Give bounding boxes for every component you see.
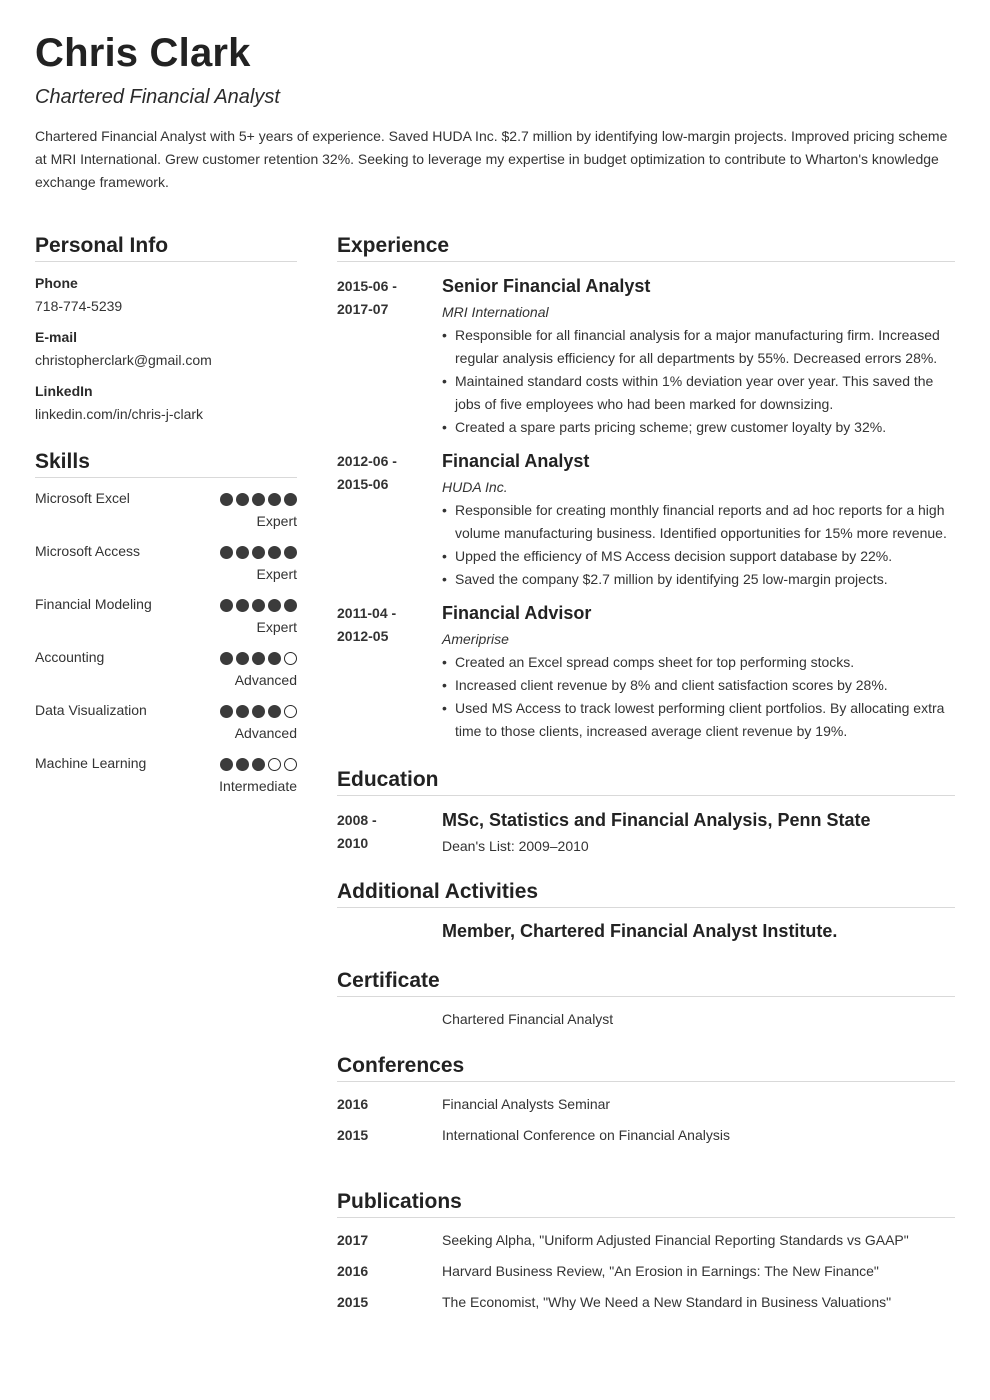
filled-dot-icon	[268, 599, 281, 612]
experience-entry	[337, 450, 955, 591]
experience-date-end: 2017-07	[337, 301, 389, 317]
conference-year: 2016	[337, 1096, 369, 1112]
filled-dot-icon	[236, 599, 249, 612]
skill-name: Data Visualization	[35, 702, 147, 718]
linkedin-value: linkedin.com/in/chris-j-clark	[35, 406, 204, 422]
responsibility-item: • Increased client revenue by 8% and client satisfaction scores by 28%.	[442, 674, 955, 697]
experience-date-start: 2012-06 -	[337, 453, 397, 469]
filled-dot-icon	[284, 599, 297, 612]
experience-date-end: 2015-06	[337, 476, 389, 492]
publication-text: The Economist, "Why We Need a New Standard in Business Valuations"	[442, 1294, 892, 1310]
skill-name: Machine Learning	[35, 755, 147, 771]
skill-level: Expert	[256, 513, 297, 529]
responsibility-item: • Responsible for all financial analysis for a major manufacturing firm. Increased regular analysis efficiency for all departments by 55%. Decreased errors 28%.	[442, 324, 955, 370]
empty-dot-icon	[284, 652, 297, 665]
company-name: Ameriprise	[442, 631, 509, 647]
responsibility-item: • Responsible for creating monthly financial reports and ad hoc reports for a high volume manufacturing business. Identified opportunities for 15% more revenue.	[442, 499, 955, 545]
empty-dot-icon	[268, 758, 281, 771]
education-date-start: 2008 -	[337, 812, 377, 828]
filled-dot-icon	[220, 493, 233, 506]
conferences-heading: Conferences	[337, 1052, 955, 1082]
publication-row	[337, 1292, 955, 1312]
education-date-end: 2010	[337, 835, 369, 851]
responsibility-item: • Used MS Access to track lowest performing client portfolios. By allocating extra time to those clients, increased average client revenue by 19%.	[442, 697, 955, 743]
skill-name: Financial Modeling	[35, 596, 152, 612]
education-heading: Education	[337, 766, 955, 796]
filled-dot-icon	[236, 705, 249, 718]
filled-dot-icon	[252, 599, 265, 612]
job-title: Financial Analyst	[442, 451, 590, 471]
skill-name: Microsoft Excel	[35, 490, 130, 506]
filled-dot-icon	[252, 758, 265, 771]
filled-dot-icon	[220, 652, 233, 665]
responsibilities-list	[442, 499, 955, 591]
experience-body	[442, 602, 955, 743]
experience-date	[337, 602, 442, 743]
job-title: Financial Advisor	[442, 603, 592, 623]
responsibility-item: • Maintained standard costs within 1% deviation year over year. This saved the jobs of five employees who had been marked for downsizing.	[442, 370, 955, 416]
experience-date	[337, 275, 442, 439]
personal-info-heading: Personal Info	[35, 232, 297, 262]
skills-heading: Skills	[35, 448, 297, 478]
education-body	[442, 809, 955, 858]
certificate-heading: Certificate	[337, 967, 955, 997]
email-value: christopherclark@gmail.com	[35, 352, 212, 368]
filled-dot-icon	[220, 546, 233, 559]
skill-item	[35, 637, 297, 690]
experience-heading: Experience	[337, 232, 955, 262]
skill-level: Expert	[256, 619, 297, 635]
job-title: Senior Financial Analyst	[442, 276, 651, 296]
skill-level: Intermediate	[219, 778, 297, 794]
phone-value: 718-774-5239	[35, 298, 123, 314]
company-name: HUDA Inc.	[442, 479, 508, 495]
publication-text: Seeking Alpha, "Uniform Adjusted Financial Reporting Standards vs GAAP"	[442, 1232, 909, 1248]
education-degree: MSc, Statistics and Financial Analysis, Penn State	[442, 810, 871, 830]
conferences-list	[337, 1094, 955, 1145]
responsibility-item: • Saved the company $2.7 million by identifying 25 low-margin projects.	[442, 568, 955, 591]
linkedin-block	[35, 381, 297, 424]
filled-dot-icon	[236, 493, 249, 506]
filled-dot-icon	[284, 546, 297, 559]
experience-date-end: 2012-05	[337, 628, 389, 644]
education-note: Dean's List: 2009–2010	[442, 838, 589, 854]
experience-date	[337, 450, 442, 591]
experience-entry	[337, 275, 955, 439]
filled-dot-icon	[268, 705, 281, 718]
empty-dot-icon	[284, 705, 297, 718]
activities-heading: Additional Activities	[337, 878, 955, 908]
skill-rating	[220, 705, 297, 718]
filled-dot-icon	[268, 493, 281, 506]
experience-list	[337, 275, 955, 743]
publication-text: Harvard Business Review, "An Erosion in Earnings: The New Finance"	[442, 1263, 879, 1279]
company-name: MRI International	[442, 304, 549, 320]
publication-year: 2017	[337, 1232, 369, 1248]
experience-body	[442, 450, 955, 591]
phone-label: Phone	[35, 275, 78, 291]
experience-date-start: 2015-06 -	[337, 278, 397, 294]
publications-list	[337, 1230, 955, 1312]
skill-item	[35, 690, 297, 743]
skill-rating	[220, 546, 297, 559]
responsibilities-list	[442, 651, 955, 743]
conference-row	[337, 1125, 955, 1145]
summary-paragraph: Chartered Financial Analyst with 5+ years of experience. Saved HUDA Inc. $2.7 million by identifying low-margin projects. Improved pricing scheme at MRI International. Grew customer retention 32%. Seeking to leverage my expertise in budget optimization to contribute to Wharton's knowledge exchange framework.	[35, 128, 948, 190]
filled-dot-icon	[268, 652, 281, 665]
filled-dot-icon	[252, 705, 265, 718]
skill-item	[35, 743, 297, 796]
responsibilities-list	[442, 324, 955, 439]
education-entry	[337, 809, 955, 858]
activities-text: Member, Chartered Financial Analyst Institute.	[442, 921, 838, 941]
linkedin-label: LinkedIn	[35, 383, 93, 399]
certificate-text: Chartered Financial Analyst	[442, 1011, 614, 1027]
publication-row	[337, 1230, 955, 1250]
filled-dot-icon	[252, 546, 265, 559]
publication-year: 2016	[337, 1263, 369, 1279]
skill-item	[35, 531, 297, 584]
skill-rating	[220, 599, 297, 612]
experience-body	[442, 275, 955, 439]
filled-dot-icon	[252, 652, 265, 665]
skill-level: Advanced	[234, 672, 297, 688]
conference-name: International Conference on Financial Analysis	[442, 1127, 730, 1143]
email-label: E-mail	[35, 329, 78, 345]
filled-dot-icon	[252, 493, 265, 506]
filled-dot-icon	[220, 758, 233, 771]
conference-name: Financial Analysts Seminar	[442, 1096, 611, 1112]
conference-row	[337, 1094, 955, 1114]
skills-list	[35, 478, 297, 796]
left-column	[35, 232, 297, 796]
skill-item	[35, 478, 297, 531]
filled-dot-icon	[236, 758, 249, 771]
skill-level: Advanced	[234, 725, 297, 741]
phone-block	[35, 273, 297, 316]
filled-dot-icon	[284, 493, 297, 506]
experience-entry	[337, 602, 955, 743]
candidate-name: Chris Clark	[35, 31, 251, 75]
certificate-entry	[337, 1008, 955, 1031]
education-date	[337, 809, 442, 858]
resume-header	[35, 30, 955, 194]
filled-dot-icon	[268, 546, 281, 559]
skill-rating	[220, 493, 297, 506]
right-column	[337, 232, 955, 1312]
candidate-title: Chartered Financial Analyst	[35, 86, 280, 108]
filled-dot-icon	[236, 546, 249, 559]
skill-name: Accounting	[35, 649, 105, 665]
email-block	[35, 327, 297, 370]
empty-dot-icon	[284, 758, 297, 771]
filled-dot-icon	[220, 705, 233, 718]
responsibility-item: • Created an Excel spread comps sheet for top performing stocks.	[442, 651, 955, 674]
responsibility-item: • Created a spare parts pricing scheme; grew customer loyalty by 32%.	[442, 416, 955, 439]
skill-item	[35, 584, 297, 637]
activities-entry	[337, 920, 955, 943]
skill-level: Expert	[256, 566, 297, 582]
skill-rating	[220, 758, 297, 771]
responsibility-item: • Upped the efficiency of MS Access decision support database by 22%.	[442, 545, 955, 568]
skill-rating	[220, 652, 297, 665]
publication-year: 2015	[337, 1294, 369, 1310]
filled-dot-icon	[220, 599, 233, 612]
conference-year: 2015	[337, 1127, 369, 1143]
filled-dot-icon	[236, 652, 249, 665]
publications-heading: Publications	[337, 1188, 955, 1218]
publication-row	[337, 1261, 955, 1281]
experience-date-start: 2011-04 -	[337, 605, 397, 621]
skill-name: Microsoft Access	[35, 543, 141, 559]
